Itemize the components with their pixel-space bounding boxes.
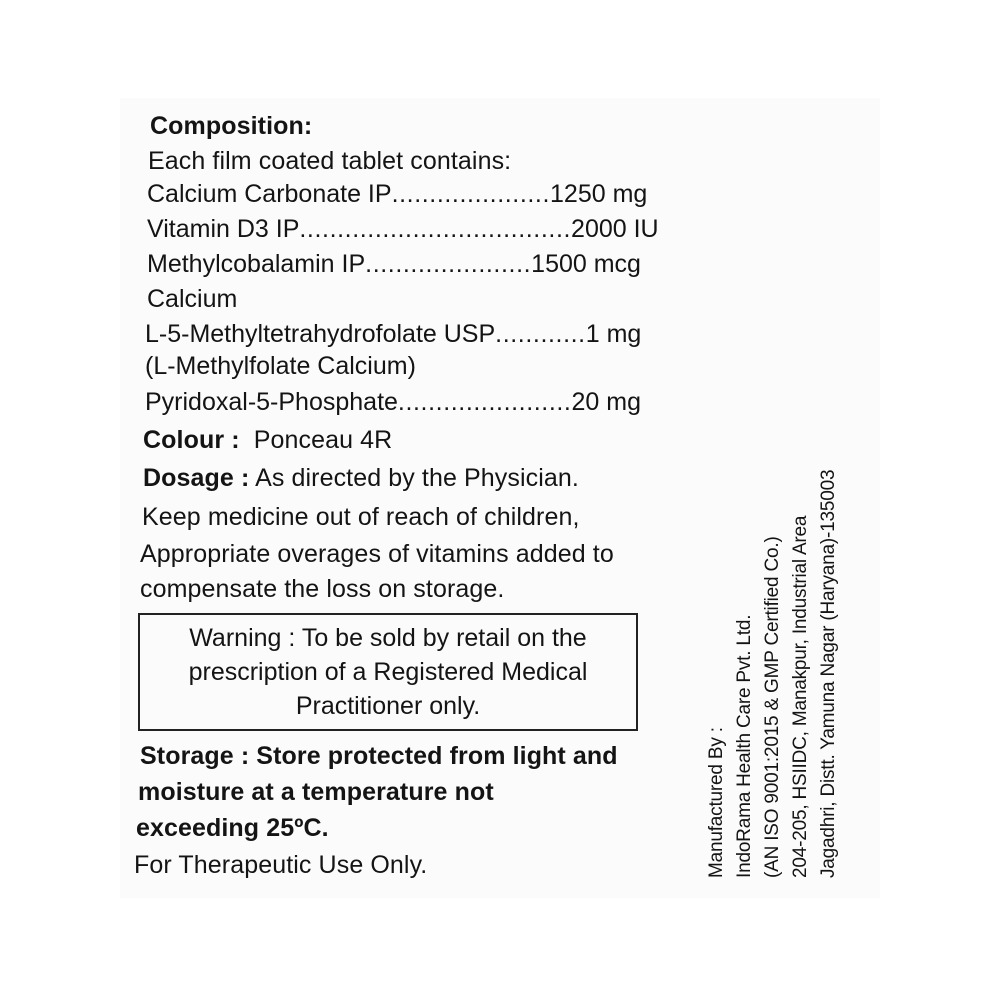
warning-line: prescription of a Registered Medical [188,658,588,686]
dosage-value: As directed by the Physician. [255,464,579,492]
ingredient-name: Pyridoxal-5-Phosphate [145,388,398,416]
ingredient-row [145,386,641,418]
ingredient-qty: 1500 mcg [531,250,641,278]
composition-intro: Each film coated tablet contains: [148,147,512,175]
manufacturer-line: Jagadhri, Distt. Yamuna Nagar (Haryana)-135003 [818,469,839,878]
ingredient-row [145,350,416,382]
storage-label: Storage : [140,742,250,770]
ingredient-qty: 1 mg [585,320,642,348]
ingredient-row [147,283,237,315]
ingredient-qty: 2000 IU [571,215,659,243]
note-line: Appropriate overages of vitamins added to [140,540,614,568]
ingredient-name: (L-Methylfolate Calcium) [145,352,416,380]
warning-box [138,613,638,731]
ingredient-dots: ...................... [365,250,532,278]
ingredient-dots: ..................... [391,180,551,208]
ingredient-qty: 20 mg [571,388,641,416]
colour-line [143,424,392,456]
ingredient-name: L-5-Methyltetrahydrofolate USP [145,320,496,348]
ingredient-row [147,248,641,280]
ingredient-dots: ............ [495,320,586,348]
storage-line: moisture at a temperature not [138,778,494,806]
warning-line: Warning : To be sold by retail on the [189,624,587,652]
composition-heading: Composition: [150,112,313,140]
ingredient-dots: .................................... [299,215,572,243]
storage-line [140,740,618,772]
dosage-line [143,462,579,494]
manufacturer-line: (AN ISO 9001:2015 & GMP Certified Co.) [762,536,783,878]
ingredient-row [147,213,659,245]
ingredient-dots: ....................... [397,388,572,416]
dosage-label: Dosage : [143,464,250,492]
storage-text: Store protected from light and [256,742,618,770]
colour-label: Colour : [143,426,240,454]
ingredient-qty: 1250 mg [550,180,648,208]
therapeutic-use-line: For Therapeutic Use Only. [134,851,428,879]
ingredient-row [145,318,641,350]
ingredient-name: Calcium Carbonate IP [147,180,392,208]
manufacturer-block [703,448,863,878]
note-line: Keep medicine out of reach of children, [142,503,580,531]
warning-line: Practitioner only. [295,692,481,720]
manufacturer-line: IndoRama Health Care Pvt. Ltd. [734,614,755,878]
manufacturer-line: 204-205, HSIIDC, Manakpur, Industrial Area [790,515,811,878]
manufacturer-line: Manufactured By : [706,727,727,878]
ingredient-name: Calcium [147,285,238,313]
ingredient-name: Vitamin D3 IP [147,215,300,243]
note-line: compensate the loss on storage. [140,575,505,603]
storage-line: exceeding 25ºC. [136,814,329,842]
ingredient-row [147,178,647,210]
ingredient-name: Methylcobalamin IP [147,250,366,278]
colour-value: Ponceau 4R [253,426,393,454]
